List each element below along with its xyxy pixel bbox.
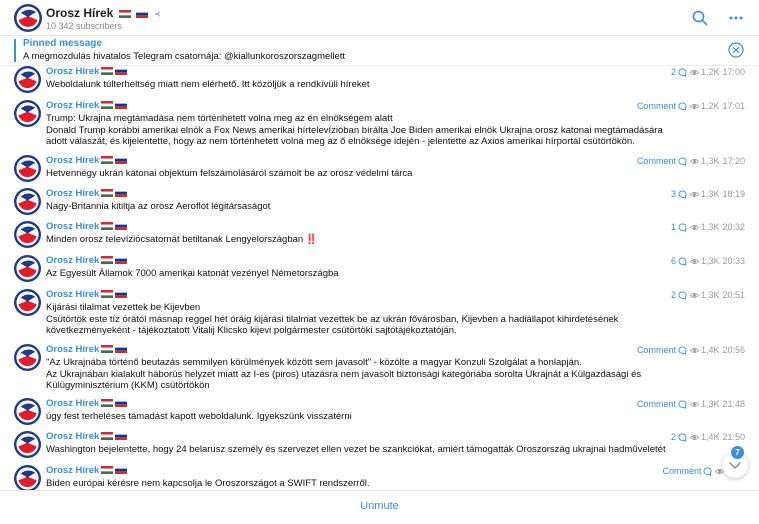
hungary-flag-icon xyxy=(101,67,113,75)
author-name: Orosz Hírek xyxy=(46,100,100,111)
message-paragraph xyxy=(46,125,686,148)
view-count-value: 1,3K xyxy=(700,256,720,266)
eye-icon xyxy=(690,68,699,77)
message-paragraph xyxy=(46,369,686,392)
view-count xyxy=(690,256,720,266)
eye-icon xyxy=(690,257,699,266)
message-text xyxy=(46,478,686,490)
message-time: 20:56 xyxy=(722,345,745,355)
message-paragraph xyxy=(46,302,686,314)
comments-button[interactable] xyxy=(671,432,687,442)
message-time: 21:50 xyxy=(722,432,745,442)
message-author[interactable] xyxy=(46,155,127,166)
message-text xyxy=(46,302,686,337)
hungary-flag-icon xyxy=(101,101,113,109)
view-count-value: 1,4K xyxy=(700,345,720,355)
message-author[interactable] xyxy=(46,289,127,300)
comment-icon xyxy=(678,291,687,300)
comments-count: 2 xyxy=(670,432,676,442)
message-paragraph xyxy=(46,314,686,337)
message-meta xyxy=(637,398,745,410)
message-paragraph-text: Minden orosz televíziócsatornát betiltanak Lengyelországban xyxy=(46,234,304,245)
eye-icon xyxy=(690,223,699,232)
message-paragraph xyxy=(46,268,686,280)
channel-title[interactable]: Orosz Hírek xyxy=(46,6,165,20)
message-paragraph xyxy=(46,201,686,213)
view-count-value: 1,4K xyxy=(700,432,720,442)
message-paragraph xyxy=(46,113,686,125)
russia-flag-icon xyxy=(115,156,127,164)
message-time: 17:00 xyxy=(722,67,745,77)
message-meta xyxy=(637,100,745,112)
author-avatar[interactable] xyxy=(14,100,41,127)
view-count-value: 1,3K xyxy=(700,156,720,166)
message-text xyxy=(46,113,686,148)
message-paragraph xyxy=(46,234,686,246)
message-author[interactable] xyxy=(46,431,127,442)
russia-flag-icon xyxy=(115,432,127,440)
view-count xyxy=(690,432,720,442)
message-text xyxy=(46,168,686,180)
comments-button[interactable] xyxy=(671,189,687,199)
message-author[interactable] xyxy=(46,344,127,355)
comments-count: 1 xyxy=(670,222,676,232)
message-paragraph-text: úgy fest terheléses támadást kapott weboldalunk. Igyekszünk visszatérni xyxy=(46,411,352,422)
comments-count: Comment xyxy=(636,345,676,355)
view-count xyxy=(690,222,720,232)
author-avatar[interactable] xyxy=(14,289,41,316)
author-avatar[interactable] xyxy=(14,155,41,182)
author-name: Orosz Hírek xyxy=(46,289,100,300)
comments-button[interactable] xyxy=(662,466,712,476)
message-text xyxy=(46,357,686,392)
hungary-flag-icon xyxy=(119,10,131,18)
russia-flag-icon xyxy=(115,67,127,75)
message-author[interactable] xyxy=(46,188,127,199)
message-paragraph-text: Hetvennégy ukrán katonai objektum felszámolásáról számolt be az orosz védelmi tárca xyxy=(46,168,413,179)
comment-icon xyxy=(678,257,687,266)
author-avatar[interactable] xyxy=(14,344,41,371)
comments-count: 2 xyxy=(670,67,676,77)
comments-count: Comment xyxy=(636,156,676,166)
author-name: Orosz Hírek xyxy=(46,221,100,232)
comment-icon xyxy=(678,346,687,355)
channel-footer xyxy=(0,490,759,524)
comments-count: 3 xyxy=(670,189,676,199)
alert-emoji: ‼️ xyxy=(305,234,318,245)
hungary-flag-icon xyxy=(101,256,113,264)
russia-flag-icon xyxy=(115,101,127,109)
message-author[interactable] xyxy=(46,66,127,77)
view-count-value: 1,3K xyxy=(700,399,720,409)
pinned-accent-bar xyxy=(14,39,16,62)
comment-icon xyxy=(703,467,712,476)
pinned-label: Pinned message xyxy=(23,38,102,49)
message-meta xyxy=(671,255,745,267)
comments-count: Comment xyxy=(636,101,676,111)
hungary-flag-icon xyxy=(101,290,113,298)
hungary-flag-icon xyxy=(101,345,113,353)
channel-header xyxy=(0,0,759,36)
message-paragraph xyxy=(46,478,686,490)
russia-flag-icon xyxy=(115,399,127,407)
eye-icon xyxy=(690,433,699,442)
unread-badge: 7 xyxy=(731,446,744,459)
message-author[interactable] xyxy=(46,255,127,266)
message-author[interactable] xyxy=(46,465,127,476)
message-time: 17:20 xyxy=(722,156,745,166)
hungary-flag-icon xyxy=(101,222,113,230)
pinned-message[interactable] xyxy=(14,38,745,64)
author-name: Orosz Hírek xyxy=(46,431,100,442)
author-name: Orosz Hírek xyxy=(46,344,100,355)
russia-flag-icon xyxy=(136,10,148,18)
eye-icon xyxy=(690,400,699,409)
comments-count: 2 xyxy=(670,290,676,300)
unmute-button[interactable]: Unmute xyxy=(360,500,399,512)
muted-icon xyxy=(153,10,165,18)
comments-count: Comment xyxy=(636,399,676,409)
more-icon[interactable] xyxy=(728,10,744,26)
view-count xyxy=(690,156,720,166)
comment-icon xyxy=(678,433,687,442)
russia-flag-icon xyxy=(115,290,127,298)
search-icon[interactable] xyxy=(692,10,708,26)
view-count xyxy=(690,399,720,409)
author-name: Orosz Hírek xyxy=(46,155,100,166)
message-text xyxy=(46,444,686,456)
subscriber-count: 10 342 subscribers xyxy=(46,21,123,31)
comments-count: 6 xyxy=(670,256,676,266)
message-paragraph-text: Weboldalunk túlterheltség miatt nem elérhető. Itt közöljük a rendkívüli híreket xyxy=(46,79,370,90)
eye-icon xyxy=(690,157,699,166)
message-meta xyxy=(671,66,745,78)
message-meta xyxy=(671,431,745,443)
message-time: 20:33 xyxy=(722,256,745,266)
message-paragraph xyxy=(46,79,686,91)
russia-flag-icon xyxy=(115,256,127,264)
view-count-value: 1,2K xyxy=(700,101,720,111)
message-text xyxy=(46,79,686,91)
message-author[interactable] xyxy=(46,100,127,111)
message-meta xyxy=(637,155,745,167)
eye-icon xyxy=(690,102,699,111)
view-count xyxy=(690,290,720,300)
author-avatar[interactable] xyxy=(14,465,41,492)
hungary-flag-icon xyxy=(101,466,113,474)
author-name: Orosz Hírek xyxy=(46,66,100,77)
comments-count: Comment xyxy=(662,466,702,476)
eye-icon xyxy=(690,346,699,355)
russia-flag-icon xyxy=(115,222,127,230)
author-avatar[interactable] xyxy=(14,431,41,458)
author-avatar[interactable] xyxy=(14,221,41,248)
author-name: Orosz Hírek xyxy=(46,255,100,266)
message-paragraph-text: "Az Ukrajnába történő beutazás semmilyen körülmények között sem javasolt" - közölte a magyar Konzuli Szolgálat a honlapján. xyxy=(46,357,582,368)
view-count-value: 1,3K xyxy=(700,189,720,199)
message-text xyxy=(46,234,686,246)
russia-flag-icon xyxy=(115,189,127,197)
hungary-flag-icon xyxy=(101,156,113,164)
message-paragraph-text: Nagy-Britannia kitiltja az orosz Aeroflot légitársaságot xyxy=(46,201,271,212)
view-count-value: 1,3K xyxy=(700,222,720,232)
message-meta xyxy=(671,188,745,200)
hungary-flag-icon xyxy=(101,189,113,197)
comments-button[interactable] xyxy=(671,256,687,266)
comment-icon xyxy=(678,190,687,199)
view-count xyxy=(690,67,720,77)
message-paragraph xyxy=(46,168,686,180)
comments-button[interactable] xyxy=(671,290,687,300)
pinned-text: A megmozdulás hivatalos Telegram csatornája: @kiallunkoroszorszagmellett xyxy=(23,51,346,62)
view-count xyxy=(690,189,720,199)
message-time: 17:01 xyxy=(722,101,745,111)
message-time: 21:48 xyxy=(722,399,745,409)
message-paragraph xyxy=(46,411,686,423)
message-paragraph-text: Trump: Ukrajna megtámadása nem történhetett volna meg az én elnökségem alatt xyxy=(46,113,393,124)
comments-button[interactable] xyxy=(637,399,687,409)
comments-button[interactable] xyxy=(637,156,687,166)
message-paragraph-text: Donald Trump korábbi amerikai elnök a Fox News amerikai hírtelevízióban bírálta Joe Biden amerikai elnök Ukrajna orosz katonai megtámadására adott válaszát, és kijelentette, hogy az nem történhetett volna meg az ő elnöksége idején - jelentette az Axios amerikai hírportál csütörtökön. xyxy=(46,124,663,147)
close-icon[interactable] xyxy=(728,42,744,58)
comment-icon xyxy=(678,102,687,111)
message-paragraph-text: Kijárási tilalmat vezettek be Kijevben xyxy=(46,302,201,313)
hungary-flag-icon xyxy=(101,399,113,407)
message-paragraph-text: Csütörtök este tíz órától másnap reggel hét óráig kijárási tilalmat vezettek be az ukrán fővárosban, Kijevben a hadiállapot kihirdetésének következményeként - tájékoztatott Vitalij Klicsko kijevi polgármester csütörtöki sajtótájékoztatóján. xyxy=(46,313,619,336)
comment-icon xyxy=(678,223,687,232)
message-author[interactable] xyxy=(46,398,127,409)
russia-flag-icon xyxy=(115,345,127,353)
message-text xyxy=(46,411,686,423)
author-avatar[interactable] xyxy=(14,255,41,282)
message-paragraph-text: Az Ukrajnában kialakult háborús helyzet miatt az I-es (piros) utazásra nem javasolt biztonsági kategóriába sorolta Ukrajnát a Külgazdasági és Külügyminisztérium (KKM) csütörtökön xyxy=(46,368,642,391)
comments-button[interactable] xyxy=(637,101,687,111)
message-meta xyxy=(671,221,745,233)
comment-icon xyxy=(678,157,687,166)
author-name: Orosz Hírek xyxy=(46,188,100,199)
comment-icon xyxy=(678,68,687,77)
message-meta xyxy=(637,344,745,356)
author-avatar[interactable] xyxy=(14,188,41,215)
message-author[interactable] xyxy=(46,221,127,232)
view-count-value: 1,3K xyxy=(700,290,720,300)
message-paragraph xyxy=(46,444,686,456)
message-text xyxy=(46,268,686,280)
message-text xyxy=(46,201,686,213)
message-paragraph xyxy=(46,357,686,369)
message-paragraph-text: Washington bejelentette, hogy 24 belarusz személy és szervezet ellen vezet be szankciókat, amiért támogatták Oroszország ukrajnai hadműveletét xyxy=(46,444,666,455)
author-avatar[interactable] xyxy=(14,398,41,425)
message-paragraph-text: Biden európai kérésre nem kapcsolja le Oroszországot a SWIFT rendszerről. xyxy=(46,478,370,489)
author-name: Orosz Hírek xyxy=(46,465,100,476)
message-time: 20:32 xyxy=(722,222,745,232)
eye-icon xyxy=(690,291,699,300)
comments-button[interactable] xyxy=(637,345,687,355)
author-avatar[interactable] xyxy=(14,66,41,93)
view-count xyxy=(690,101,720,111)
view-count-value: 1,2K xyxy=(700,67,720,77)
hungary-flag-icon xyxy=(101,432,113,440)
channel-avatar[interactable] xyxy=(14,4,42,32)
eye-icon xyxy=(690,190,699,199)
message-time: 18:19 xyxy=(722,189,745,199)
author-name: Orosz Hírek xyxy=(46,398,100,409)
view-count xyxy=(690,345,720,355)
message-meta xyxy=(671,289,745,301)
message-time: 20:51 xyxy=(722,290,745,300)
comments-button[interactable] xyxy=(671,67,687,77)
comment-icon xyxy=(678,400,687,409)
comments-button[interactable] xyxy=(671,222,687,232)
russia-flag-icon xyxy=(115,466,127,474)
message-paragraph-text: Az Egyesült Államok 7000 amerikai katonát vezényel Németországba xyxy=(46,268,339,279)
